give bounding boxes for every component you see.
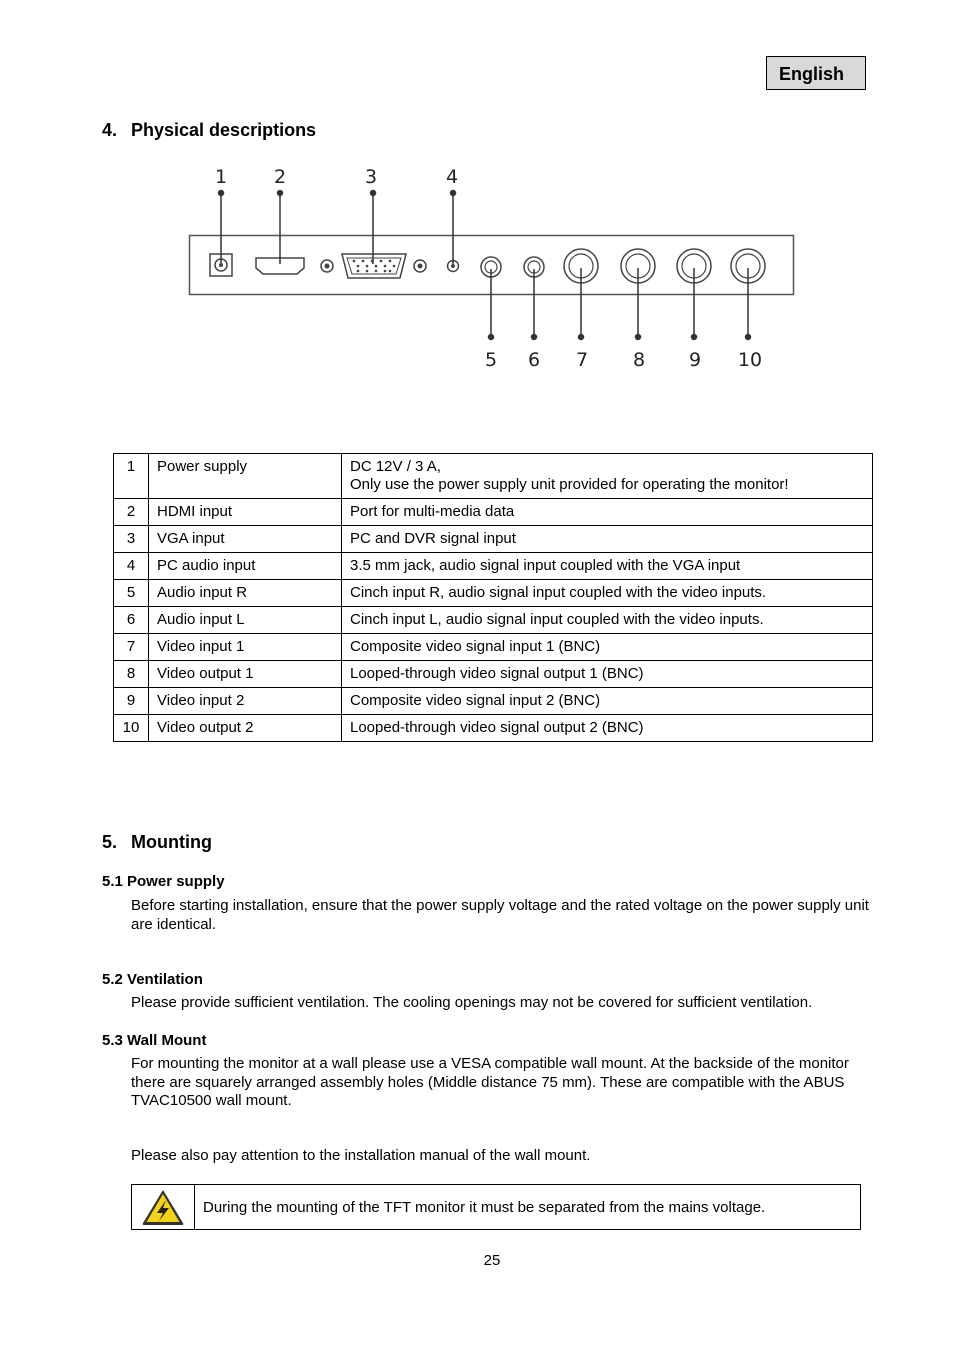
table-row: 6 Audio input L Cinch input L, audio signal input coupled with the video inputs. — [114, 607, 873, 634]
section-4-title: Physical descriptions — [131, 120, 317, 140]
section-5-number: 5. — [102, 832, 118, 852]
table-row: 5 Audio input R Cinch input R, audio signal input coupled with the video inputs. — [114, 580, 873, 607]
ventilation-paragraph: Please provide sufficient ventilation. The cooling openings may not be covered for sufficient ventilation. — [131, 994, 813, 1011]
warning-box — [131, 1184, 861, 1230]
table-row: 4 PC audio input 3.5 mm jack, audio signal input coupled with the VGA input — [114, 553, 873, 580]
subsection-wall-mount-title: 5.3 Wall Mount — [102, 1032, 207, 1049]
table-row: 8 Video output 1 Looped-through video signal output 1 (BNC) — [114, 661, 873, 688]
callout-10: 10 — [737, 349, 763, 371]
wall-mount-note: Please also pay attention to the installation manual of the wall mount. — [131, 1147, 591, 1164]
subsection-ventilation-title: 5.2 Ventilation — [102, 971, 203, 988]
callout-5: 5 — [484, 349, 498, 371]
callout-4: 4 — [445, 166, 459, 188]
table-row: 2 HDMI input Port for multi-media data — [114, 499, 873, 526]
callout-8: 8 — [632, 349, 646, 371]
high-voltage-warning-icon — [141, 1188, 185, 1226]
page-number: 25 — [483, 1252, 501, 1269]
section-4-number: 4. — [102, 120, 118, 140]
callout-1: 1 — [214, 166, 228, 188]
ports-table — [113, 453, 873, 742]
callout-7: 7 — [575, 349, 589, 371]
callout-6: 6 — [527, 349, 541, 371]
callout-2: 2 — [273, 166, 287, 188]
wall-mount-paragraph: For mounting the monitor at a wall please use a VESA compatible wall mount. At the backside of the monitor there are squarely arranged assembly holes (Middle distance 75 mm). These are compatible with the ABUS TVAC10500 wall mount. — [131, 1055, 849, 1109]
table-row: 10 Video output 2 Looped-through video signal output 2 (BNC) — [114, 715, 873, 742]
table-row: 7 Video input 1 Composite video signal input 1 (BNC) — [114, 634, 873, 661]
table-row: 9 Video input 2 Composite video signal input 2 (BNC) — [114, 688, 873, 715]
subsection-power-supply-title: 5.1 Power supply — [102, 873, 225, 890]
table-row: 1 Power supply DC 12V / 3 A, Only use the power supply unit provided for operating the monitor! — [114, 454, 873, 499]
table-row: 3 VGA input PC and DVR signal input — [114, 526, 873, 553]
callout-9: 9 — [688, 349, 702, 371]
section-4-heading — [102, 120, 316, 141]
power-supply-paragraph: Before starting installation, ensure that the power supply voltage and the rated voltage on the power supply unit are identical. — [131, 897, 869, 933]
rear-panel-diagram — [180, 160, 800, 375]
language-badge: English — [766, 56, 866, 90]
section-5-heading — [102, 832, 212, 853]
callout-3: 3 — [364, 166, 378, 188]
warning-text: During the mounting of the TFT monitor it must be separated from the mains voltage. — [203, 1198, 766, 1216]
section-5-title: Mounting — [131, 832, 212, 852]
